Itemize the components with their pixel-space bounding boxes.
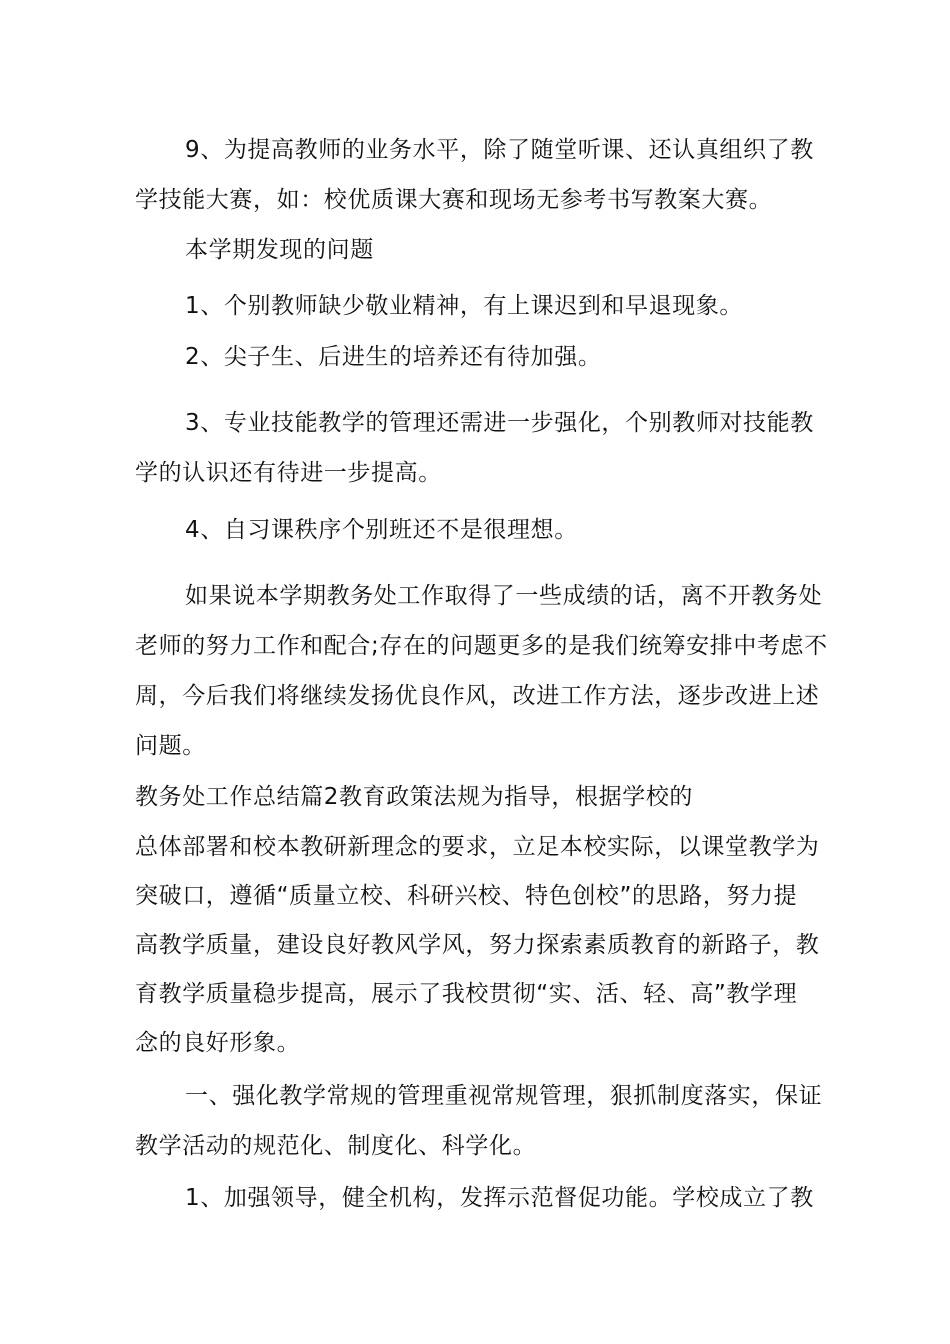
text-line: 念的良好形象。 [135, 1030, 301, 1056]
text-line: 教学活动的规范化、制度化、科学化。 [135, 1133, 537, 1159]
text-line: 周，今后我们将继续发扬优良作风，改进工作方法，逐步改进上述 [135, 683, 820, 709]
text-line: 2、尖子生、后进生的培养还有待加强。 [185, 344, 602, 370]
section-heading: 本学期发现的问题 [185, 237, 374, 263]
section-heading: 教务处工作总结篇2教育政策法规为指导，根据学校的 [135, 784, 694, 810]
text-line: 如果说本学期教务处工作取得了一些成绩的话，离不开教务处 [185, 583, 823, 609]
text-line: 高教学质量，建设良好教风学风，努力探索素质教育的新路子，教 [135, 932, 820, 958]
text-line: 突破口，遵循“质量立校、科研兴校、特色创校”的思路，努力提 [135, 883, 798, 909]
text-line: 一、强化教学常规的管理重视常规管理，狠抓制度落实，保证 [185, 1083, 823, 1109]
text-line: 9、为提高教师的业务水平，除了随堂听课、还认真组织了教 [185, 137, 814, 163]
text-line: 问题。 [135, 733, 206, 759]
text-line: 老师的努力工作和配合;存在的问题更多的是我们统筹安排中考虑不 [135, 633, 828, 659]
text-line: 1、加强领导，健全机构，发挥示范督促功能。学校成立了教 [185, 1185, 814, 1211]
text-line: 总体部署和校本教研新理念的要求，立足本校实际，以课堂教学为 [135, 834, 820, 860]
text-line: 学技能大赛，如：校优质课大赛和现场无参考书写教案大赛。 [135, 187, 773, 213]
text-line: 4、自习课秩序个别班还不是很理想。 [185, 517, 578, 543]
text-line: 3、专业技能教学的管理还需进一步强化，个别教师对技能教 [185, 410, 814, 436]
text-line: 育教学质量稳步提高，展示了我校贯彻“实、活、轻、高”教学理 [135, 981, 798, 1007]
text-line: 1、个别教师缺少敬业精神，有上课迟到和早退现象。 [185, 293, 744, 319]
text-line: 学的认识还有待进一步提高。 [135, 460, 442, 486]
